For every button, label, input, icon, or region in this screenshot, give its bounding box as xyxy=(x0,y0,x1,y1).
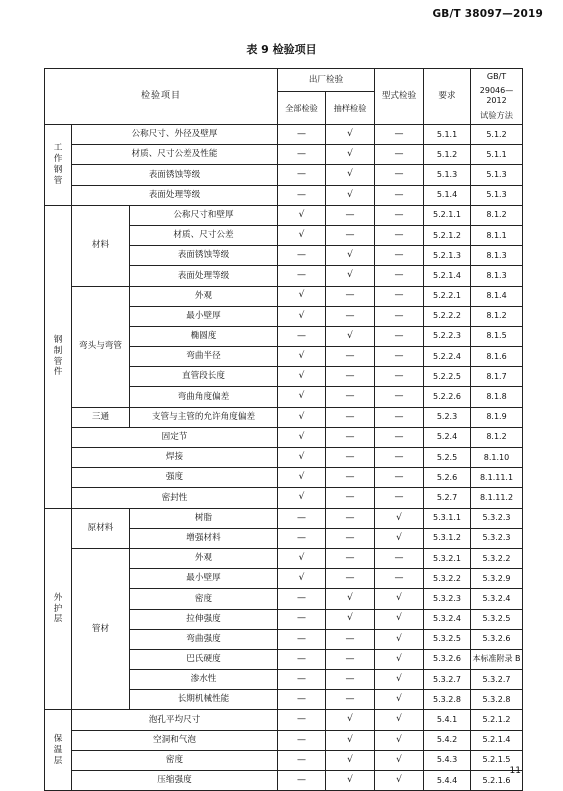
item-name: 椭圆度 xyxy=(130,326,278,346)
cell-full: — xyxy=(278,125,326,145)
cell-method: 8.1.9 xyxy=(471,407,523,427)
cell-method: 5.1.3 xyxy=(471,165,523,185)
group-label-char: 钢 xyxy=(53,164,63,175)
cell-req: 5.2.4 xyxy=(424,427,471,447)
cell-method: 5.3.2.9 xyxy=(471,569,523,589)
cell-method: 8.1.2 xyxy=(471,427,523,447)
item-name: 空洞和气泡 xyxy=(72,730,278,750)
table-row xyxy=(45,710,523,730)
group-label-char: 件 xyxy=(53,367,63,378)
subgroup-label: 管材 xyxy=(72,548,130,710)
cell-full: √ xyxy=(278,306,326,326)
cell-type: — xyxy=(375,266,424,286)
cell-type: √ xyxy=(375,609,424,629)
cell-full: — xyxy=(278,246,326,266)
cell-req: 5.1.4 xyxy=(424,185,471,205)
cell-sample: √ xyxy=(326,185,375,205)
table-row xyxy=(45,488,523,508)
item-name: 外观 xyxy=(130,548,278,568)
cell-req: 5.1.1 xyxy=(424,125,471,145)
col-header-factory: 出厂检验 xyxy=(278,69,375,92)
group-label-char: 温 xyxy=(53,744,63,755)
col-header-sample: 抽样检验 xyxy=(326,92,375,125)
cell-req: 5.2.2.5 xyxy=(424,367,471,387)
cell-sample: — xyxy=(326,427,375,447)
table-row xyxy=(45,427,523,447)
cell-req: 5.3.2.4 xyxy=(424,609,471,629)
item-name: 表面处理等级 xyxy=(130,266,278,286)
method-line-3: 试验方法 xyxy=(480,110,513,121)
cell-full: — xyxy=(278,528,326,548)
item-name: 公称尺寸、外径及壁厚 xyxy=(72,125,278,145)
cell-method: 8.1.6 xyxy=(471,347,523,367)
table-row xyxy=(45,750,523,770)
col-header-full: 全部检验 xyxy=(278,92,326,125)
item-name: 最小壁厚 xyxy=(130,306,278,326)
cell-method: 8.1.5 xyxy=(471,326,523,346)
item-name: 渗水性 xyxy=(130,670,278,690)
cell-full: — xyxy=(278,649,326,669)
cell-type: — xyxy=(375,468,424,488)
cell-full: — xyxy=(278,266,326,286)
page-number: 11 xyxy=(509,766,521,776)
group-label-char: 制 xyxy=(53,345,63,356)
cell-method: 8.1.11.1 xyxy=(471,468,523,488)
group-label-char: 工 xyxy=(53,143,63,154)
cell-method: 5.2.1.6 xyxy=(471,771,523,791)
cell-full: √ xyxy=(278,286,326,306)
cell-full: √ xyxy=(278,347,326,367)
cell-full: — xyxy=(278,326,326,346)
cell-req: 5.2.2.1 xyxy=(424,286,471,306)
cell-req: 5.2.2.2 xyxy=(424,306,471,326)
cell-method: 5.2.1.4 xyxy=(471,730,523,750)
cell-sample: — xyxy=(326,347,375,367)
cell-method: 8.1.11.2 xyxy=(471,488,523,508)
col-header-req: 要求 xyxy=(424,69,471,125)
cell-req: 5.3.2.3 xyxy=(424,589,471,609)
cell-req: 5.3.2.2 xyxy=(424,569,471,589)
cell-sample: √ xyxy=(326,730,375,750)
cell-method: 5.1.1 xyxy=(471,145,523,165)
cell-full: — xyxy=(278,750,326,770)
cell-req: 5.1.2 xyxy=(424,145,471,165)
cell-full: √ xyxy=(278,569,326,589)
cell-method: 8.1.3 xyxy=(471,266,523,286)
group-label xyxy=(45,205,72,508)
col-header-item: 检验项目 xyxy=(45,69,278,125)
cell-type: √ xyxy=(375,649,424,669)
item-name: 固定节 xyxy=(72,427,278,447)
cell-full: — xyxy=(278,629,326,649)
item-name: 弯曲角度偏差 xyxy=(130,387,278,407)
item-name: 长期机械性能 xyxy=(130,690,278,710)
cell-full: √ xyxy=(278,448,326,468)
table-row xyxy=(45,286,523,306)
cell-sample: — xyxy=(326,468,375,488)
cell-full: — xyxy=(278,710,326,730)
cell-full: √ xyxy=(278,225,326,245)
cell-req: 5.2.1.3 xyxy=(424,246,471,266)
cell-req: 5.3.2.5 xyxy=(424,629,471,649)
cell-type: — xyxy=(375,548,424,568)
item-name: 拉伸强度 xyxy=(130,609,278,629)
cell-req: 5.2.3 xyxy=(424,407,471,427)
cell-type: — xyxy=(375,125,424,145)
method-line-1: GB/T xyxy=(486,72,507,82)
cell-sample: — xyxy=(326,367,375,387)
cell-req: 5.3.2.7 xyxy=(424,670,471,690)
item-name: 表面处理等级 xyxy=(72,185,278,205)
cell-sample: √ xyxy=(326,326,375,346)
item-name: 泡孔平均尺寸 xyxy=(72,710,278,730)
cell-sample: √ xyxy=(326,589,375,609)
cell-full: — xyxy=(278,609,326,629)
cell-full: √ xyxy=(278,387,326,407)
table-row xyxy=(45,508,523,528)
cell-type: — xyxy=(375,246,424,266)
item-name: 弯曲强度 xyxy=(130,629,278,649)
cell-type: √ xyxy=(375,710,424,730)
cell-sample: √ xyxy=(326,165,375,185)
item-name: 材质、尺寸公差及性能 xyxy=(72,145,278,165)
group-label xyxy=(45,508,72,710)
group-label-char: 保 xyxy=(53,734,63,745)
cell-method: 8.1.2 xyxy=(471,306,523,326)
cell-full: — xyxy=(278,690,326,710)
item-name: 公称尺寸和壁厚 xyxy=(130,205,278,225)
table-row xyxy=(45,145,523,165)
item-name: 树脂 xyxy=(130,508,278,528)
item-name: 最小壁厚 xyxy=(130,569,278,589)
cell-full: — xyxy=(278,771,326,791)
cell-full: √ xyxy=(278,367,326,387)
table-row xyxy=(45,185,523,205)
cell-sample: — xyxy=(326,407,375,427)
cell-sample: — xyxy=(326,306,375,326)
group-label-char: 层 xyxy=(53,755,63,766)
item-name: 表面锈蚀等级 xyxy=(130,246,278,266)
cell-full: √ xyxy=(278,427,326,447)
cell-sample: — xyxy=(326,205,375,225)
inspection-items-table xyxy=(44,68,523,791)
item-name: 表面锈蚀等级 xyxy=(72,165,278,185)
group-label-char: 护 xyxy=(53,603,63,614)
cell-req: 5.1.3 xyxy=(424,165,471,185)
group-label-char: 管 xyxy=(53,356,63,367)
cell-type: √ xyxy=(375,670,424,690)
cell-full: √ xyxy=(278,407,326,427)
table-row xyxy=(45,548,523,568)
cell-method: 5.2.1.5 xyxy=(471,750,523,770)
cell-type: — xyxy=(375,448,424,468)
item-name: 增强材料 xyxy=(130,528,278,548)
cell-req: 5.3.2.6 xyxy=(424,649,471,669)
method-line-2: 29046—2012 xyxy=(479,86,514,106)
item-name: 直管段长度 xyxy=(130,367,278,387)
cell-method: 5.3.2.2 xyxy=(471,548,523,568)
cell-sample: — xyxy=(326,508,375,528)
cell-sample: — xyxy=(326,690,375,710)
group-label-char: 管 xyxy=(53,175,63,186)
col-header-method xyxy=(471,69,523,125)
cell-req: 5.2.2.3 xyxy=(424,326,471,346)
group-label xyxy=(45,710,72,791)
cell-sample: — xyxy=(326,528,375,548)
table-row xyxy=(45,448,523,468)
cell-sample: — xyxy=(326,286,375,306)
item-name: 压缩强度 xyxy=(72,771,278,791)
cell-req: 5.2.1.4 xyxy=(424,266,471,286)
cell-req: 5.3.1.2 xyxy=(424,528,471,548)
cell-method: 5.3.2.7 xyxy=(471,670,523,690)
cell-req: 5.4.1 xyxy=(424,710,471,730)
cell-full: — xyxy=(278,589,326,609)
cell-method: 5.3.2.3 xyxy=(471,508,523,528)
cell-type: — xyxy=(375,306,424,326)
cell-method: 5.3.2.3 xyxy=(471,528,523,548)
cell-full: — xyxy=(278,165,326,185)
cell-type: — xyxy=(375,387,424,407)
group-label xyxy=(45,125,72,206)
group-label-char: 作 xyxy=(53,154,63,165)
cell-req: 5.4.2 xyxy=(424,730,471,750)
subgroup-label: 三通 xyxy=(72,407,130,427)
cell-method: 8.1.3 xyxy=(471,246,523,266)
cell-full: √ xyxy=(278,548,326,568)
cell-full: — xyxy=(278,145,326,165)
item-name: 巴氏硬度 xyxy=(130,649,278,669)
cell-type: — xyxy=(375,488,424,508)
cell-sample: — xyxy=(326,548,375,568)
group-label-char: 层 xyxy=(53,614,63,625)
table-row xyxy=(45,468,523,488)
cell-req: 5.2.5 xyxy=(424,448,471,468)
cell-full: √ xyxy=(278,488,326,508)
cell-type: — xyxy=(375,347,424,367)
cell-method: 8.1.7 xyxy=(471,367,523,387)
cell-method: 8.1.1 xyxy=(471,225,523,245)
subgroup-label: 材料 xyxy=(72,205,130,286)
cell-req: 5.2.1.1 xyxy=(424,205,471,225)
cell-method: 8.1.2 xyxy=(471,205,523,225)
cell-sample: √ xyxy=(326,246,375,266)
table-title: 表 9 检验项目 xyxy=(246,43,317,56)
standard-code: GB/T 38097—2019 xyxy=(432,8,543,20)
cell-req: 5.3.2.1 xyxy=(424,548,471,568)
cell-type: √ xyxy=(375,528,424,548)
item-name: 焊接 xyxy=(72,448,278,468)
cell-method: 8.1.4 xyxy=(471,286,523,306)
cell-full: √ xyxy=(278,468,326,488)
cell-type: √ xyxy=(375,508,424,528)
item-name: 支管与主管的允许角度偏差 xyxy=(130,407,278,427)
cell-full: √ xyxy=(278,205,326,225)
cell-req: 5.4.3 xyxy=(424,750,471,770)
cell-sample: — xyxy=(326,670,375,690)
cell-sample: — xyxy=(326,387,375,407)
cell-type: — xyxy=(375,407,424,427)
table-row xyxy=(45,205,523,225)
cell-sample: √ xyxy=(326,125,375,145)
item-name: 外观 xyxy=(130,286,278,306)
cell-sample: — xyxy=(326,448,375,468)
cell-sample: — xyxy=(326,488,375,508)
cell-method: 5.2.1.2 xyxy=(471,710,523,730)
cell-type: — xyxy=(375,225,424,245)
item-name: 弯曲半径 xyxy=(130,347,278,367)
cell-type: — xyxy=(375,205,424,225)
cell-sample: √ xyxy=(326,710,375,730)
group-label-char: 外 xyxy=(53,592,63,603)
cell-type: — xyxy=(375,165,424,185)
cell-method: 8.1.10 xyxy=(471,448,523,468)
cell-sample: √ xyxy=(326,145,375,165)
group-label-char: 钢 xyxy=(53,335,63,346)
table-row xyxy=(45,407,523,427)
cell-req: 5.3.1.1 xyxy=(424,508,471,528)
cell-type: √ xyxy=(375,771,424,791)
cell-req: 5.2.6 xyxy=(424,468,471,488)
cell-full: — xyxy=(278,670,326,690)
cell-full: — xyxy=(278,508,326,528)
item-name: 密度 xyxy=(130,589,278,609)
table-row xyxy=(45,730,523,750)
item-name: 材质、尺寸公差 xyxy=(130,225,278,245)
cell-req: 5.2.1.2 xyxy=(424,225,471,245)
cell-type: — xyxy=(375,326,424,346)
cell-method: 5.3.2.5 xyxy=(471,609,523,629)
cell-method: 5.1.2 xyxy=(471,125,523,145)
cell-sample: — xyxy=(326,629,375,649)
cell-type: — xyxy=(375,569,424,589)
cell-type: — xyxy=(375,145,424,165)
cell-sample: — xyxy=(326,569,375,589)
header-row-1 xyxy=(45,69,523,92)
cell-type: √ xyxy=(375,629,424,649)
cell-req: 5.2.2.4 xyxy=(424,347,471,367)
cell-req: 5.2.2.6 xyxy=(424,387,471,407)
table-row xyxy=(45,125,523,145)
cell-sample: — xyxy=(326,225,375,245)
cell-sample: — xyxy=(326,649,375,669)
cell-req: 5.3.2.8 xyxy=(424,690,471,710)
cell-method: 8.1.8 xyxy=(471,387,523,407)
table-row xyxy=(45,165,523,185)
cell-sample: √ xyxy=(326,771,375,791)
cell-sample: √ xyxy=(326,609,375,629)
cell-sample: √ xyxy=(326,750,375,770)
cell-method: 5.3.2.4 xyxy=(471,589,523,609)
cell-type: √ xyxy=(375,690,424,710)
cell-method: 本标准附录 B xyxy=(471,649,523,669)
table-row xyxy=(45,771,523,791)
cell-req: 5.2.7 xyxy=(424,488,471,508)
subgroup-label: 弯头与弯管 xyxy=(72,286,130,407)
col-header-type: 型式检验 xyxy=(375,69,424,125)
cell-full: — xyxy=(278,730,326,750)
cell-req: 5.4.4 xyxy=(424,771,471,791)
cell-method: 5.1.3 xyxy=(471,185,523,205)
subgroup-label: 原材料 xyxy=(72,508,130,548)
cell-method: 5.3.2.6 xyxy=(471,629,523,649)
cell-type: — xyxy=(375,367,424,387)
cell-type: — xyxy=(375,185,424,205)
cell-type: √ xyxy=(375,730,424,750)
cell-method: 5.3.2.8 xyxy=(471,690,523,710)
item-name: 密度 xyxy=(72,750,278,770)
item-name: 密封性 xyxy=(72,488,278,508)
cell-type: — xyxy=(375,427,424,447)
item-name: 强度 xyxy=(72,468,278,488)
cell-full: — xyxy=(278,185,326,205)
cell-sample: √ xyxy=(326,266,375,286)
cell-type: — xyxy=(375,286,424,306)
cell-type: √ xyxy=(375,589,424,609)
cell-type: √ xyxy=(375,750,424,770)
